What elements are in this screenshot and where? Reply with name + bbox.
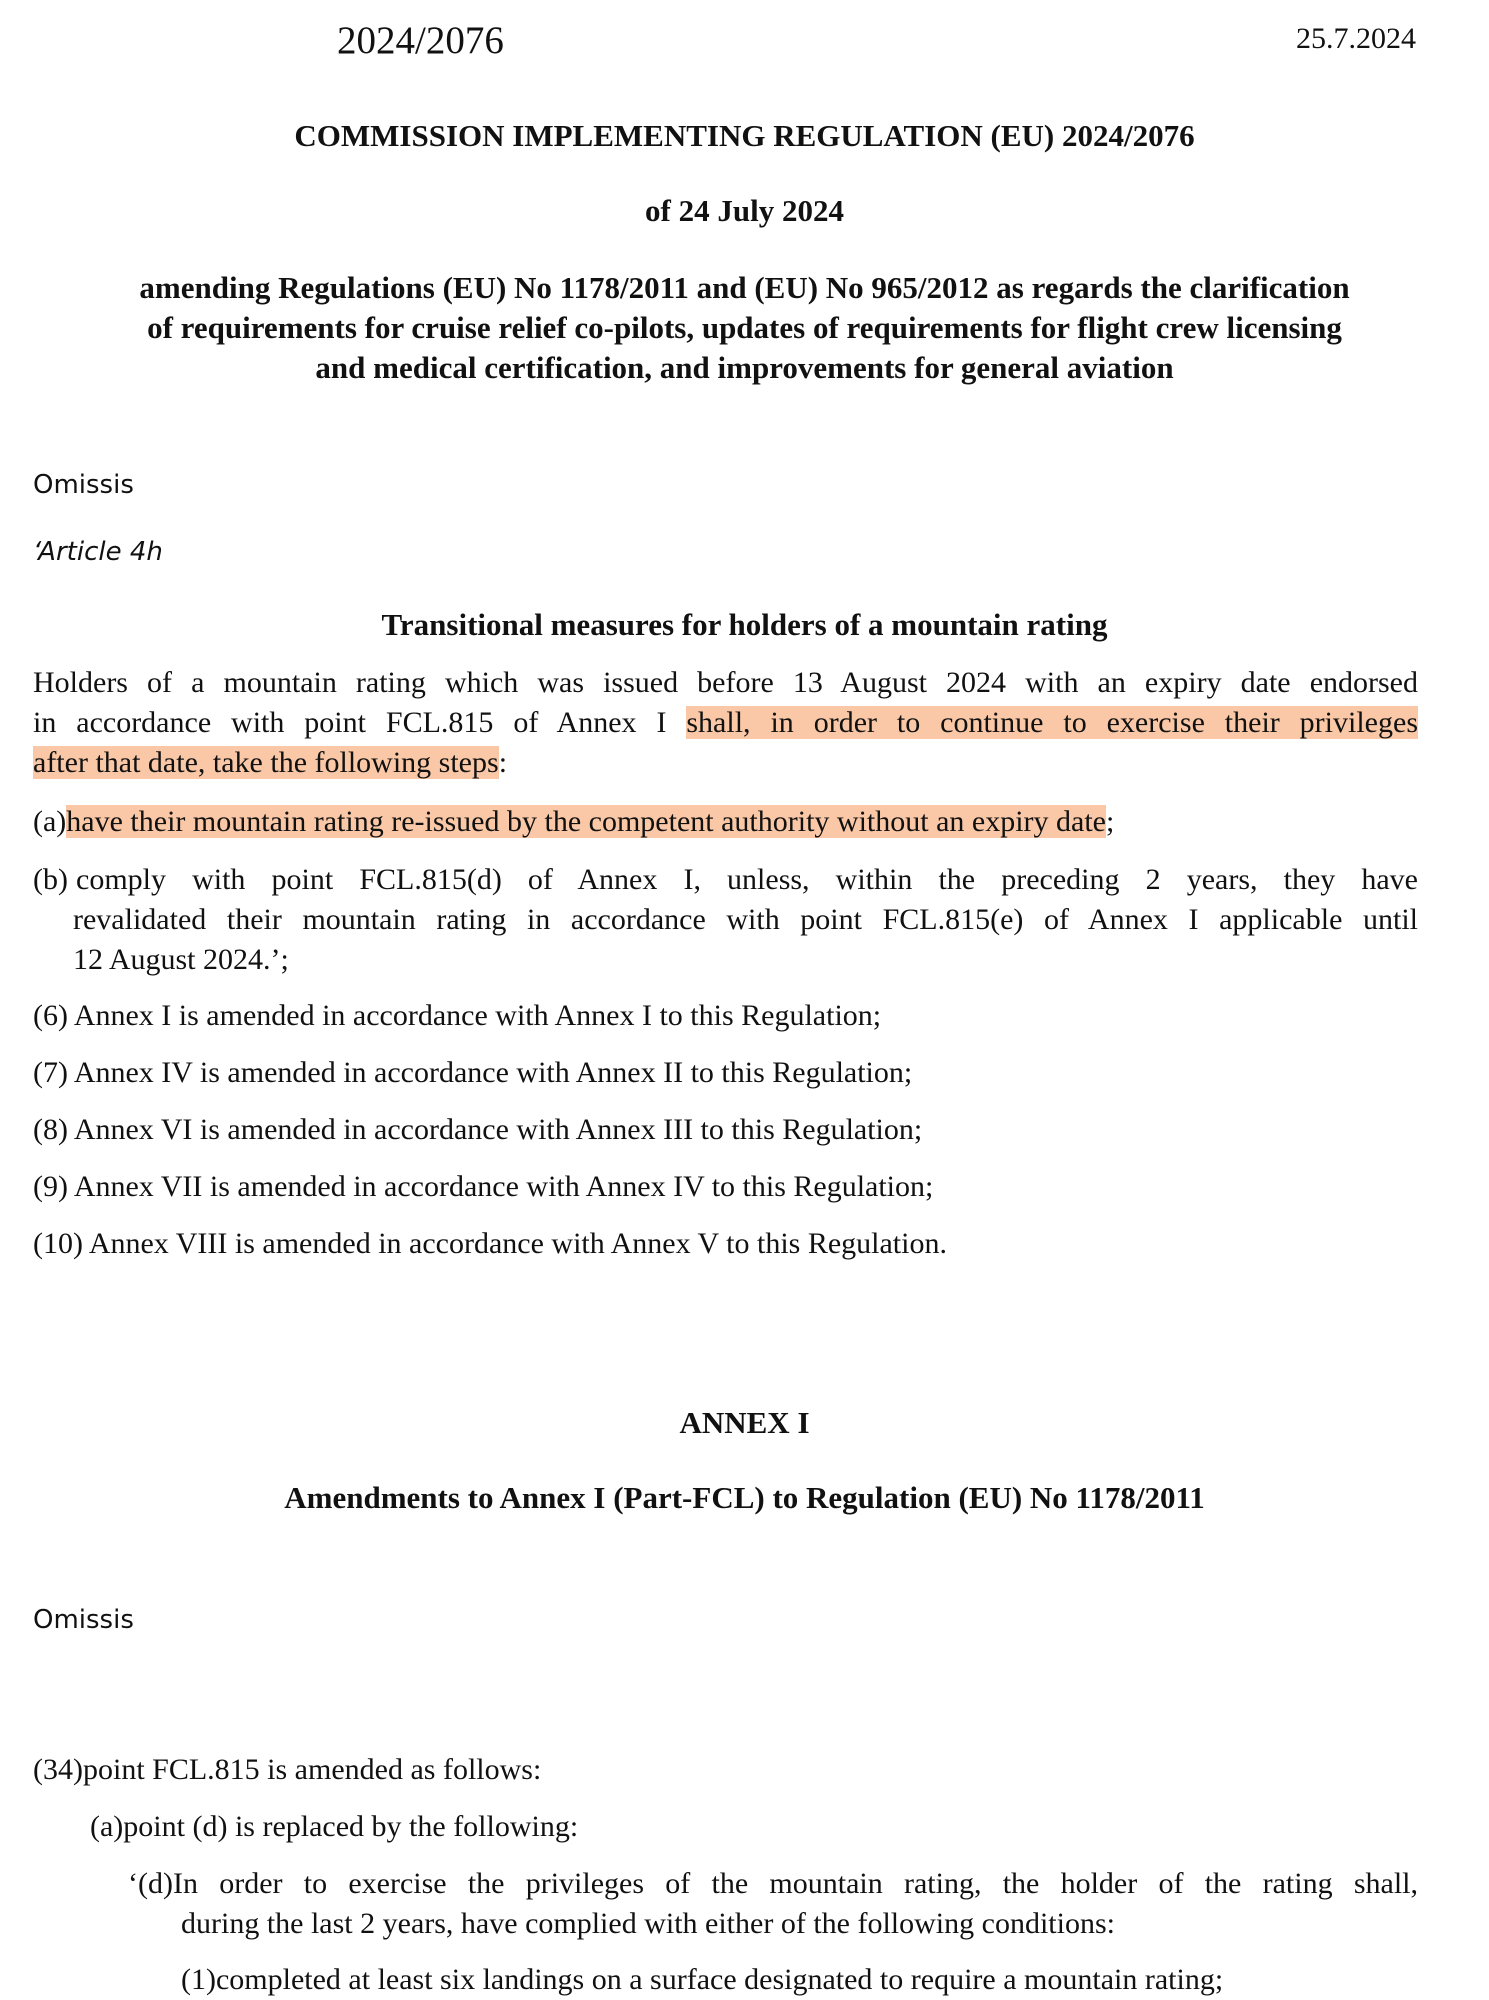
paragraph-text: :	[498, 746, 508, 779]
amendment-item: (10) Annex VIII is amended in accordance with Annex V to this Regulation.	[33, 1227, 947, 1260]
amendment-item: (9) Annex VII is amended in accordance with Annex IV to this Regulation;	[33, 1170, 934, 1203]
header-date: 25.7.2024	[1296, 22, 1416, 55]
paragraph-line: Holders of a mountain rating which was issued before 13 August 2024 with an expiry date endorsed	[33, 666, 1418, 699]
regulation-subject	[0, 268, 1489, 388]
regulation-subject-line: of requirements for cruise relief co-pilots, updates of requirements for flight crew licensing	[147, 310, 1342, 345]
amendment-item: (8) Annex VI is amended in accordance with Annex III to this Regulation;	[33, 1113, 923, 1146]
list-item-b	[33, 860, 1418, 980]
regulation-subject-line: and medical certification, and improvements for general aviation	[315, 350, 1174, 385]
regulation-title: COMMISSION IMPLEMENTING REGULATION (EU) 2024/2076	[294, 118, 1195, 153]
list-item-line: revalidated their mountain rating in accordance with point FCL.815(e) of Annex I applicable until	[73, 903, 1418, 936]
article-paragraph	[33, 663, 1418, 783]
point-34-a: (a)point (d) is replaced by the following:	[90, 1810, 579, 1843]
point-34: (34)point FCL.815 is amended as follows:	[33, 1753, 542, 1786]
highlighted-text: shall, in order to continue to exercise their privileges	[686, 706, 1418, 739]
point-d-line: during the last 2 years, have complied with either of the following conditions:	[181, 1907, 1115, 1940]
list-item-line: 12 August 2024.’;	[73, 943, 289, 976]
omissis-note: Omissis	[33, 470, 134, 500]
amendment-item: (6) Annex I is amended in accordance with Annex I to this Regulation;	[33, 999, 882, 1032]
annex-title: ANNEX I	[679, 1405, 810, 1440]
list-item-a	[33, 802, 1418, 842]
article-heading: Transitional measures for holders of a mountain rating	[381, 607, 1108, 642]
list-item-text: ;	[1106, 805, 1115, 838]
point-d-text	[128, 1864, 1418, 1944]
amendment-item: (7) Annex IV is amended in accordance with Annex II to this Regulation;	[33, 1056, 913, 1089]
header-regulation-number: 2024/2076	[337, 19, 504, 62]
list-item-text: comply with point FCL.815(d) of Annex I, unless, within the preceding 2 years, they have	[76, 863, 1418, 896]
point-d-1: (1)completed at least six landings on a surface designated to require a mountain rating;	[181, 1963, 1224, 1996]
omissis-note: Omissis	[33, 1605, 134, 1635]
paragraph-text: in accordance with point FCL.815 of Annex I	[33, 706, 687, 739]
list-marker: (a)	[33, 805, 67, 838]
paragraph-line	[33, 703, 1418, 743]
article-label: ‘Article 4h	[33, 537, 163, 567]
paragraph-line	[33, 743, 1418, 783]
list-item-line	[33, 860, 1418, 900]
point-d-line: ‘(d)In order to exercise the privileges of the mountain rating, the holder of the rating shall,	[128, 1867, 1418, 1900]
highlighted-text: have their mountain rating re-issued by the competent authority without an expiry date	[66, 805, 1106, 838]
regulation-date: of 24 July 2024	[645, 193, 844, 228]
list-marker: (b)	[33, 863, 68, 896]
highlighted-text: after that date, take the following steps	[33, 746, 499, 779]
annex-subtitle: Amendments to Annex I (Part-FCL) to Regulation (EU) No 1178/2011	[284, 1480, 1205, 1515]
regulation-subject-line: amending Regulations (EU) No 1178/2011 and (EU) No 965/2012 as regards the clarification	[139, 270, 1350, 305]
